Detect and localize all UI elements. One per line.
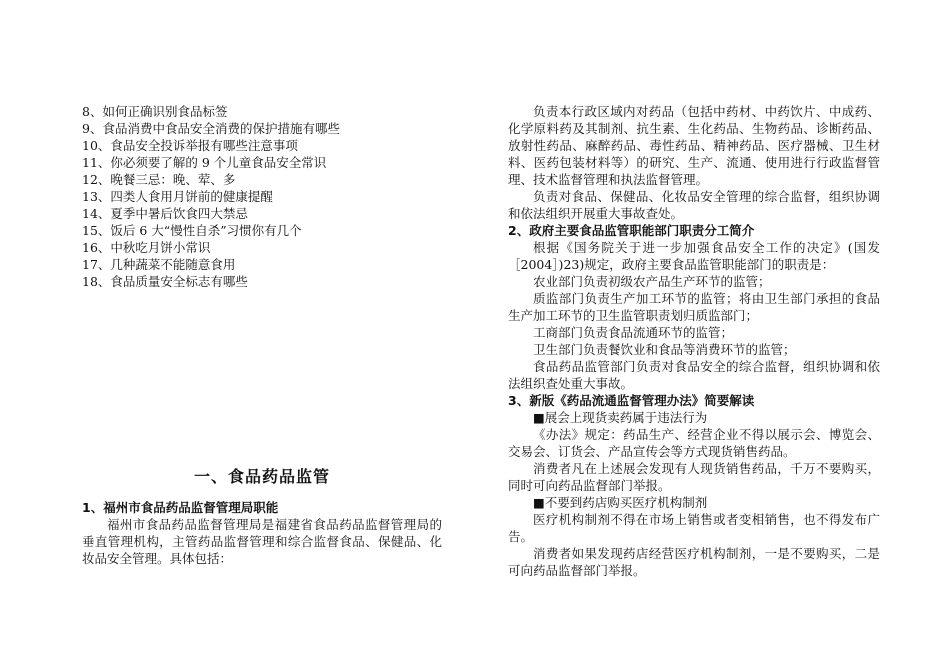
paragraph: 消费者凡在上述展会发现有人现货销售药品，千万不要购买，同时可向药品监督部门举报。 (508, 461, 880, 493)
paragraph: 负责对食品、保健品、化妆品安全管理的综合监督，组织协调和依法组织开展重大事故查处。 (508, 189, 880, 221)
paragraph: ■不要到药店购买医疗机构制剂 (533, 495, 708, 510)
paragraph: 食品药品监管部门负责对食品安全的综合监督，组织协调和依法组织查处重大事故。 (508, 359, 880, 391)
paragraph: 根据《国务院关于进一步加强食品安全工作的决定》(国发［2004］)23)规定，政府主要食品监管职能部门的职责是： (508, 240, 880, 272)
section-1 (82, 499, 442, 567)
toc-item: 13、四类人食用月饼前的健康提醒 (82, 189, 273, 204)
paragraph: 卫生部门负责餐饮业和食品等消费环节的监管； (533, 342, 796, 357)
paragraph: 消费者如果发现药店经营医疗机构制剂，一是不要购买，二是可向药品监督部门举报。 (508, 546, 880, 578)
paragraph: 质监部门负责生产加工环节的监管；将由卫生部门承担的食品生产加工环节的卫生监管职责划归质监部门； (508, 291, 880, 323)
table-of-contents (82, 103, 442, 290)
paragraph: ■展会上现货卖药属于违法行为 (533, 410, 708, 425)
section-heading: 1、福州市食品药品监督管理局职能 (82, 500, 279, 515)
paragraph: 福州市食品药品监督管理局是福建省食品药品监督管理局的垂直管理机构，主管药品监督管理和综合监督食品、保健品、化妆品安全管理。具体包括： (82, 517, 442, 566)
toc-item: 9、食品消费中食品安全消费的保护措施有哪些 (82, 121, 340, 136)
toc-item: 8、如何正确识别食品标签 (82, 104, 228, 119)
toc-item: 15、饭后 6 大“慢性自杀”习惯你有几个 (82, 223, 302, 238)
paragraph: 医疗机构制剂不得在市场上销售或者变相销售，也不得发布广告。 (508, 512, 880, 544)
paragraph: 负责本行政区域内对药品（包括中药材、中药饮片、中成药、化学原料药及其制剂、抗生素、生化药品、生物药品、诊断药品、放射性药品、麻醉药品、毒性药品、精神药品、医疗器械、卫生材料、医药包装材料等）的研究、生产、流通、使用进行行政监督管理、技术监督管理和执法监督管理。 (508, 104, 880, 187)
paragraph: 《办法》规定：药品生产、经营企业不得以展示会、博览会、交易会、订货会、产品宣传会等方式现货销售药品。 (508, 427, 880, 459)
toc-item: 17、几种蔬菜不能随意食用 (82, 257, 236, 272)
toc-item: 18、食品质量安全标志有哪些 (82, 274, 248, 289)
section-heading: 3、新版《药品流通监督管理办法》简要解读 (508, 393, 755, 408)
chapter-title: 一、食品药品监管 (193, 467, 330, 486)
toc-item: 12、晚餐三忌：晚、荤、多 (82, 172, 236, 187)
toc-item: 10、食品安全投诉举报有哪些注意事项 (82, 138, 298, 153)
section-heading: 2、政府主要食品监管职能部门职责分工简介 (508, 223, 755, 238)
right-column (508, 103, 880, 579)
toc-item: 11、你必须要了解的 9 个儿童食品安全常识 (82, 155, 327, 170)
paragraph: 农业部门负责初级农产品生产环节的监管； (533, 274, 771, 289)
toc-item: 14、夏季中暑后饮食四大禁忌 (82, 206, 248, 221)
paragraph: 工商部门负责食品流通环节的监管； (533, 325, 734, 340)
toc-item: 16、中秋吃月饼小常识 (82, 240, 211, 255)
